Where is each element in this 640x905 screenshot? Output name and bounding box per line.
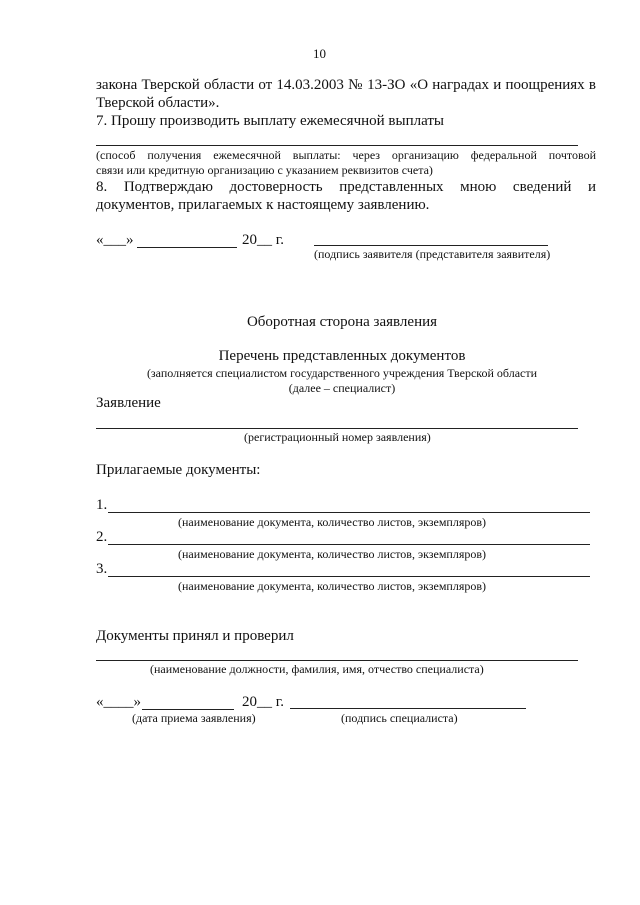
page-number: 10: [313, 46, 326, 61]
documents-list-title: Перечень представленных документов: [218, 348, 466, 364]
applicant-signature-caption: (подпись заявителя (представителя заявителя): [314, 247, 551, 261]
document-3-number: 3.: [96, 561, 108, 577]
specialist-note: (далее – специалист): [288, 381, 396, 395]
application-label: Заявление: [96, 395, 161, 411]
registration-number-caption: (регистрационный номер заявления): [244, 430, 431, 444]
specialist-name-caption: (наименование должности, фамилия, имя, отчество специалиста): [150, 662, 484, 676]
document-1-line: [108, 512, 590, 513]
date-year: 20__ г.: [242, 232, 284, 248]
specialist-name-line: [96, 660, 578, 661]
item-8-line-1: 8. Подтверждаю достоверность представленных мною сведений и: [96, 179, 596, 195]
document-2-number: 2.: [96, 529, 108, 545]
item-7: 7. Прошу производить выплату ежемесячной выплаты: [96, 113, 445, 129]
payment-method-line: [96, 145, 578, 146]
document-2-line: [108, 544, 590, 545]
attached-documents-label: Прилагаемые документы:: [96, 462, 261, 478]
acceptance-date-year: 20__ г.: [242, 694, 284, 710]
document-2-caption: (наименование документа, количество листов, экземпляров): [178, 547, 487, 561]
acceptance-date-caption: (дата приема заявления): [132, 711, 256, 725]
accepted-by-label: Документы принял и проверил: [96, 628, 294, 644]
reverse-title: Оборотная сторона заявления: [246, 314, 438, 330]
date-day: «___»: [96, 232, 134, 248]
payment-note-2: связи или кредитную организацию с указанием реквизитов счета): [96, 163, 433, 177]
body-line-1: закона Тверской области от 14.03.2003 № 13-ЗО «О наградах и поощрениях в: [96, 77, 596, 93]
document-3-caption: (наименование документа, количество листов, экземпляров): [178, 579, 487, 593]
document-1-number: 1.: [96, 497, 108, 513]
filled-by-note: (заполняется специалистом государственного учреждения Тверской области: [146, 366, 538, 380]
date-month-line: [137, 247, 237, 248]
document-3-line: [108, 576, 590, 577]
specialist-signature-caption: (подпись специалиста): [341, 711, 458, 725]
payment-note-1: (способ получения ежемесячной выплаты: через организацию федеральной почтовой: [96, 148, 596, 162]
body-line-2: Тверской области».: [96, 95, 220, 111]
specialist-signature-line: [290, 708, 526, 709]
registration-number-line: [96, 428, 578, 429]
acceptance-date-month-line: [142, 709, 234, 710]
applicant-signature-line: [314, 245, 548, 246]
acceptance-date-day: «____»: [96, 694, 141, 710]
document-1-caption: (наименование документа, количество листов, экземпляров): [178, 515, 487, 529]
item-8-line-2: документов, прилагаемых к настоящему заявлению.: [96, 197, 430, 213]
